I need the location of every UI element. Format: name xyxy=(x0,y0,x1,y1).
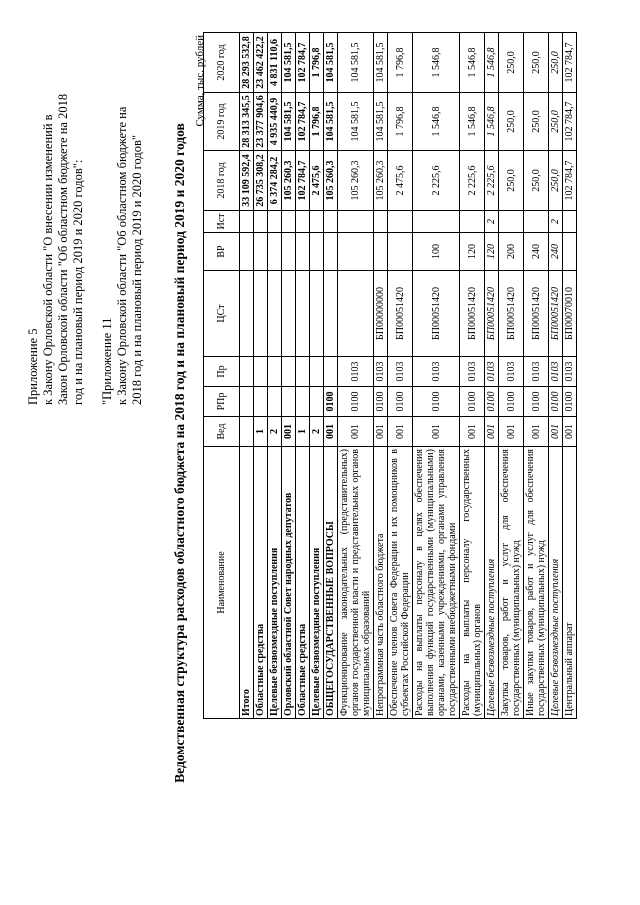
cell-ved: 001 xyxy=(499,417,524,447)
cell-ist xyxy=(310,211,324,233)
cell-y2020: 102 784,7 xyxy=(296,33,310,93)
cell-name: Областные средства xyxy=(296,447,310,719)
cell-vr xyxy=(296,233,310,271)
table-row xyxy=(374,33,388,719)
cell-y2020: 1 546,8 xyxy=(413,33,460,93)
cell-pr xyxy=(296,357,310,387)
cell-y2019: 104 581,5 xyxy=(374,93,388,151)
col-name-header: Наименование xyxy=(204,447,240,719)
table-row xyxy=(524,33,549,719)
cell-rpr: 0100 xyxy=(549,387,563,417)
table-row xyxy=(254,33,268,719)
cell-pr xyxy=(268,357,282,387)
cell-ist xyxy=(374,211,388,233)
cell-ist xyxy=(240,211,254,233)
cell-vr xyxy=(282,233,296,271)
cell-ved: 001 xyxy=(524,417,549,447)
cell-cst: БП00051420 xyxy=(499,271,524,357)
cell-ved: 001 xyxy=(338,417,374,447)
cell-y2020: 28 293 532,8 xyxy=(240,33,254,93)
col-cst-header: ЦСт xyxy=(204,271,240,357)
cell-vr: 120 xyxy=(460,233,485,271)
cell-y2019: 250,0 xyxy=(524,93,549,151)
cell-ved xyxy=(240,417,254,447)
cell-y2019: 1 796,8 xyxy=(388,93,413,151)
cell-ved: 2 xyxy=(268,417,282,447)
table-row xyxy=(296,33,310,719)
cell-cst xyxy=(310,271,324,357)
cell-name: Орловский областной Совет народных депутатов xyxy=(282,447,296,719)
cell-pr xyxy=(310,357,324,387)
appendix-label: Приложение 5 xyxy=(26,328,40,405)
cell-ved: 001 xyxy=(549,417,563,447)
table-row xyxy=(460,33,485,719)
col-vr-header: ВР xyxy=(204,233,240,271)
cell-rpr xyxy=(254,387,268,417)
cell-y2018: 105 260,3 xyxy=(338,151,374,211)
cell-cst: БП00000000 xyxy=(374,271,388,357)
cell-ved: 001 xyxy=(563,417,577,447)
header-line: 2018 год и на плановый период 2019 и 2020 годов" xyxy=(130,135,144,405)
cell-ist xyxy=(268,211,282,233)
cell-ved: 2 xyxy=(310,417,324,447)
cell-ist xyxy=(499,211,524,233)
header-line: к Закону Орловской области "Об областном бюджете на xyxy=(115,106,129,405)
cell-name: Целевые безвозмездные поступления xyxy=(268,447,282,719)
cell-rpr: 0100 xyxy=(338,387,374,417)
cell-y2019: 102 784,7 xyxy=(296,93,310,151)
cell-y2019: 104 581,5 xyxy=(324,93,338,151)
cell-vr xyxy=(563,233,577,271)
cell-ved: 001 xyxy=(388,417,413,447)
cell-y2020: 250,0 xyxy=(549,33,563,93)
cell-y2020: 250,0 xyxy=(499,33,524,93)
cell-y2018: 105 260,3 xyxy=(374,151,388,211)
cell-pr: 0103 xyxy=(485,357,499,387)
cell-pr: 0103 xyxy=(563,357,577,387)
cell-ved: 001 xyxy=(485,417,499,447)
cell-ist xyxy=(460,211,485,233)
table-body xyxy=(240,33,577,719)
table-row xyxy=(268,33,282,719)
cell-cst: БП00051420 xyxy=(460,271,485,357)
cell-name: ОБЩЕГОСУДАРСТВЕННЫЕ ВОПРОСЫ xyxy=(324,447,338,719)
cell-name: Иные закупки товаров, работ и услуг для обеспечения государственных (муниципальных) нужд xyxy=(524,447,549,719)
cell-ist xyxy=(563,211,577,233)
cell-y2018: 26 735 308,2 xyxy=(254,151,268,211)
cell-vr xyxy=(268,233,282,271)
cell-y2020: 1 796,8 xyxy=(310,33,324,93)
cell-vr xyxy=(240,233,254,271)
cell-y2019: 102 784,7 xyxy=(563,93,577,151)
cell-cst xyxy=(338,271,374,357)
table-row xyxy=(388,33,413,719)
cell-vr: 120 xyxy=(485,233,499,271)
cell-ist xyxy=(413,211,460,233)
col-pr-header: Пр xyxy=(204,357,240,387)
cell-y2020: 104 581,5 xyxy=(324,33,338,93)
cell-y2019: 104 581,5 xyxy=(338,93,374,151)
table-row xyxy=(499,33,524,719)
cell-y2019: 28 313 345,5 xyxy=(240,93,254,151)
cell-rpr xyxy=(310,387,324,417)
table-row xyxy=(413,33,460,719)
cell-vr: 200 xyxy=(499,233,524,271)
cell-name: Обеспечение членов Совета Федерации и их помощников в субъектах Российской Федерации xyxy=(388,447,413,719)
document-title: Ведомственная структура расходов областного бюджета на 2018 год и на плановый период 2019 и 2020 годов xyxy=(172,123,187,783)
cell-cst: БП00051420 xyxy=(388,271,413,357)
cell-ist xyxy=(388,211,413,233)
cell-cst: БП00051420 xyxy=(524,271,549,357)
cell-pr: 0103 xyxy=(413,357,460,387)
cell-pr: 0103 xyxy=(524,357,549,387)
cell-ved: 001 xyxy=(460,417,485,447)
cell-pr xyxy=(324,357,338,387)
cell-rpr: 0100 xyxy=(388,387,413,417)
cell-ist xyxy=(254,211,268,233)
cell-y2020: 1 796,8 xyxy=(388,33,413,93)
cell-ist xyxy=(524,211,549,233)
cell-vr: 240 xyxy=(524,233,549,271)
table-row xyxy=(338,33,374,719)
cell-rpr xyxy=(296,387,310,417)
cell-y2020: 4 831 110,6 xyxy=(268,33,282,93)
col-2018-header: 2018 год xyxy=(204,151,240,211)
cell-ist xyxy=(296,211,310,233)
header-line: к Закону Орловской области "О внесении изменений в xyxy=(41,114,55,405)
cell-y2020: 250,0 xyxy=(524,33,549,93)
col-rpr-header: РПр xyxy=(204,387,240,417)
cell-y2018: 2 475,6 xyxy=(388,151,413,211)
cell-y2018: 102 784,7 xyxy=(563,151,577,211)
cell-rpr xyxy=(240,387,254,417)
cell-name: Целевые безвозмездные поступления xyxy=(485,447,499,719)
cell-name: Целевые безвозмездные поступления xyxy=(310,447,324,719)
cell-cst xyxy=(296,271,310,357)
cell-pr: 0103 xyxy=(374,357,388,387)
cell-pr xyxy=(240,357,254,387)
cell-rpr: 0100 xyxy=(460,387,485,417)
cell-ved: 001 xyxy=(374,417,388,447)
cell-pr: 0103 xyxy=(388,357,413,387)
cell-y2018: 2 225,6 xyxy=(460,151,485,211)
cell-y2019: 1 546,8 xyxy=(413,93,460,151)
cell-pr: 0103 xyxy=(338,357,374,387)
cell-y2018: 250,0 xyxy=(549,151,563,211)
cell-cst: БП00070010 xyxy=(563,271,577,357)
cell-rpr: 0100 xyxy=(485,387,499,417)
cell-rpr: 0100 xyxy=(374,387,388,417)
cell-vr xyxy=(374,233,388,271)
cell-vr xyxy=(254,233,268,271)
table-row xyxy=(549,33,563,719)
cell-y2018: 2 225,6 xyxy=(413,151,460,211)
cell-cst xyxy=(324,271,338,357)
cell-rpr: 0100 xyxy=(524,387,549,417)
cell-cst xyxy=(240,271,254,357)
cell-y2018: 33 109 592,4 xyxy=(240,151,254,211)
cell-vr xyxy=(338,233,374,271)
cell-y2020: 104 581,5 xyxy=(338,33,374,93)
cell-name: Областные средства xyxy=(254,447,268,719)
cell-rpr: 0100 xyxy=(563,387,577,417)
header-line: год и на плановый период 2019 и 2020 годов": xyxy=(71,159,85,405)
col-ved-header: Вед xyxy=(204,417,240,447)
cell-ved: 001 xyxy=(413,417,460,447)
table-row xyxy=(485,33,499,719)
table-row xyxy=(324,33,338,719)
cell-pr: 0103 xyxy=(549,357,563,387)
cell-cst xyxy=(282,271,296,357)
cell-rpr: 0100 xyxy=(413,387,460,417)
cell-y2018: 105 260,3 xyxy=(282,151,296,211)
cell-ist xyxy=(282,211,296,233)
cell-y2018: 2 225,6 xyxy=(485,151,499,211)
cell-y2018: 250,0 xyxy=(499,151,524,211)
cell-pr xyxy=(254,357,268,387)
cell-name: Функционирование законодательных (представительных) органов государственной власти и представительных органов муниципальных образований xyxy=(338,447,374,719)
cell-ved: 1 xyxy=(296,417,310,447)
cell-cst: БП00051420 xyxy=(413,271,460,357)
cell-ved: 001 xyxy=(282,417,296,447)
cell-cst: БП00051420 xyxy=(549,271,563,357)
cell-y2018: 2 475,6 xyxy=(310,151,324,211)
table-row xyxy=(282,33,296,719)
cell-y2020: 104 581,5 xyxy=(282,33,296,93)
cell-vr xyxy=(388,233,413,271)
budget-table xyxy=(203,32,577,719)
cell-rpr xyxy=(282,387,296,417)
cell-y2020: 104 581,5 xyxy=(374,33,388,93)
header-line: Закон Орловской области "Об областном бюджете на 2018 xyxy=(56,93,70,405)
cell-vr xyxy=(310,233,324,271)
cell-y2020: 1 546,8 xyxy=(485,33,499,93)
cell-y2019: 1 796,8 xyxy=(310,93,324,151)
cell-pr: 0103 xyxy=(499,357,524,387)
cell-name: Целевые безвозмездные поступления xyxy=(549,447,563,719)
cell-name: Итого xyxy=(240,447,254,719)
table-row xyxy=(563,33,577,719)
cell-vr: 240 xyxy=(549,233,563,271)
cell-vr: 100 xyxy=(413,233,460,271)
cell-name: Расходы на выплаты персоналу государственных (муниципальных) органов xyxy=(460,447,485,719)
cell-rpr xyxy=(268,387,282,417)
cell-y2018: 102 784,7 xyxy=(296,151,310,211)
table-row xyxy=(310,33,324,719)
cell-y2019: 1 546,8 xyxy=(460,93,485,151)
cell-cst xyxy=(268,271,282,357)
cell-y2020: 102 784,7 xyxy=(563,33,577,93)
col-2020-header: 2020 год xyxy=(204,33,240,93)
cell-y2019: 104 581,5 xyxy=(282,93,296,151)
cell-y2020: 1 546,8 xyxy=(460,33,485,93)
cell-name: Непрограммная часть областного бюджета xyxy=(374,447,388,719)
cell-name: Закупка товаров, работ и услуг для обеспечения государственных (муниципальных) нужд xyxy=(499,447,524,719)
cell-y2019: 4 935 440,9 xyxy=(268,93,282,151)
cell-pr xyxy=(282,357,296,387)
cell-ved: 1 xyxy=(254,417,268,447)
cell-y2018: 6 374 284,2 xyxy=(268,151,282,211)
cell-y2018: 250,0 xyxy=(524,151,549,211)
cell-rpr: 0100 xyxy=(324,387,338,417)
cell-y2019: 23 377 904,6 xyxy=(254,93,268,151)
cell-ist: 2 xyxy=(485,211,499,233)
col-2019-header: 2019 год xyxy=(204,93,240,151)
cell-y2019: 250,0 xyxy=(549,93,563,151)
cell-y2018: 105 260,3 xyxy=(324,151,338,211)
cell-ist xyxy=(338,211,374,233)
cell-pr: 0103 xyxy=(460,357,485,387)
cell-y2020: 23 462 422,2 xyxy=(254,33,268,93)
cell-y2019: 250,0 xyxy=(499,93,524,151)
cell-ist xyxy=(324,211,338,233)
cell-name: Центральный аппарат xyxy=(563,447,577,719)
cell-cst xyxy=(254,271,268,357)
cell-name: Расходы на выплаты персоналу в целях обеспечения выполнения функций государственными (муниципальными) органами, казенными учреждениями, органами управления государственными внебюджетными фондами xyxy=(413,447,460,719)
appendix-label-2: "Приложение 11 xyxy=(100,317,114,405)
cell-y2019: 1 546,8 xyxy=(485,93,499,151)
cell-ved: 001 xyxy=(324,417,338,447)
cell-cst: БП00051420 xyxy=(485,271,499,357)
col-ist-header: Ист xyxy=(204,211,240,233)
cell-vr xyxy=(324,233,338,271)
table-row xyxy=(240,33,254,719)
units-label: Сумма, тыс. рублей xyxy=(194,35,206,127)
cell-rpr: 0100 xyxy=(499,387,524,417)
document-header xyxy=(26,25,145,405)
cell-ist: 2 xyxy=(549,211,563,233)
